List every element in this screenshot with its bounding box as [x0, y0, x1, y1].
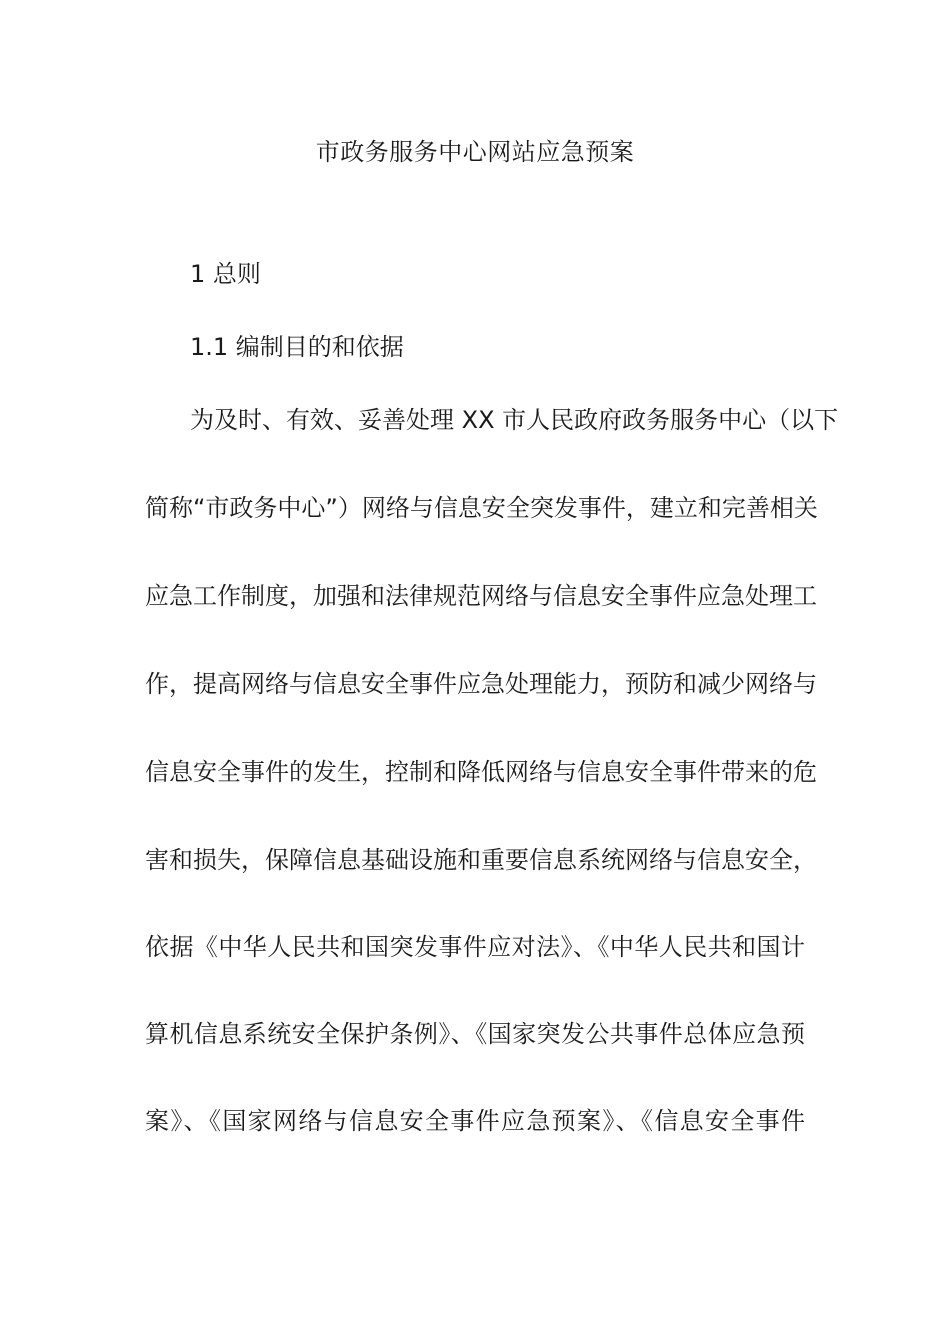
paragraph-line: 为及时、有效、妥善处理 XX 市人民政府政务服务中心（以下 [190, 406, 839, 434]
subsection-heading-purpose-basis: 1.1 编制目的和依据 [190, 333, 404, 361]
paragraph-line: 作，提高网络与信息安全事件应急处理能力，预防和减少网络与 [145, 670, 817, 698]
document-title: 市政务服务中心网站应急预案 [315, 138, 635, 166]
section-heading-general: 1 总则 [190, 260, 261, 288]
paragraph-line: 案》、《国家网络与信息安全事件应急预案》、《信息安全事件 [145, 1107, 805, 1135]
paragraph-line: 简称“市政务中心”）网络与信息安全突发事件，建立和完善相关 [145, 494, 818, 522]
paragraph-line: 算机信息系统安全保护条例》、《国家突发公共事件总体应急预 [145, 1020, 805, 1048]
paragraph-line: 信息安全事件的发生，控制和降低网络与信息安全事件带来的危 [145, 758, 817, 786]
paragraph-line: 害和损失，保障信息基础设施和重要信息系统网络与信息安全， [145, 846, 817, 874]
paragraph-line: 应急工作制度，加强和法律规范网络与信息安全事件应急处理工 [145, 582, 817, 610]
paragraph-line: 依据《中华人民共和国突发事件应对法》、《中华人民共和国计 [145, 933, 805, 961]
